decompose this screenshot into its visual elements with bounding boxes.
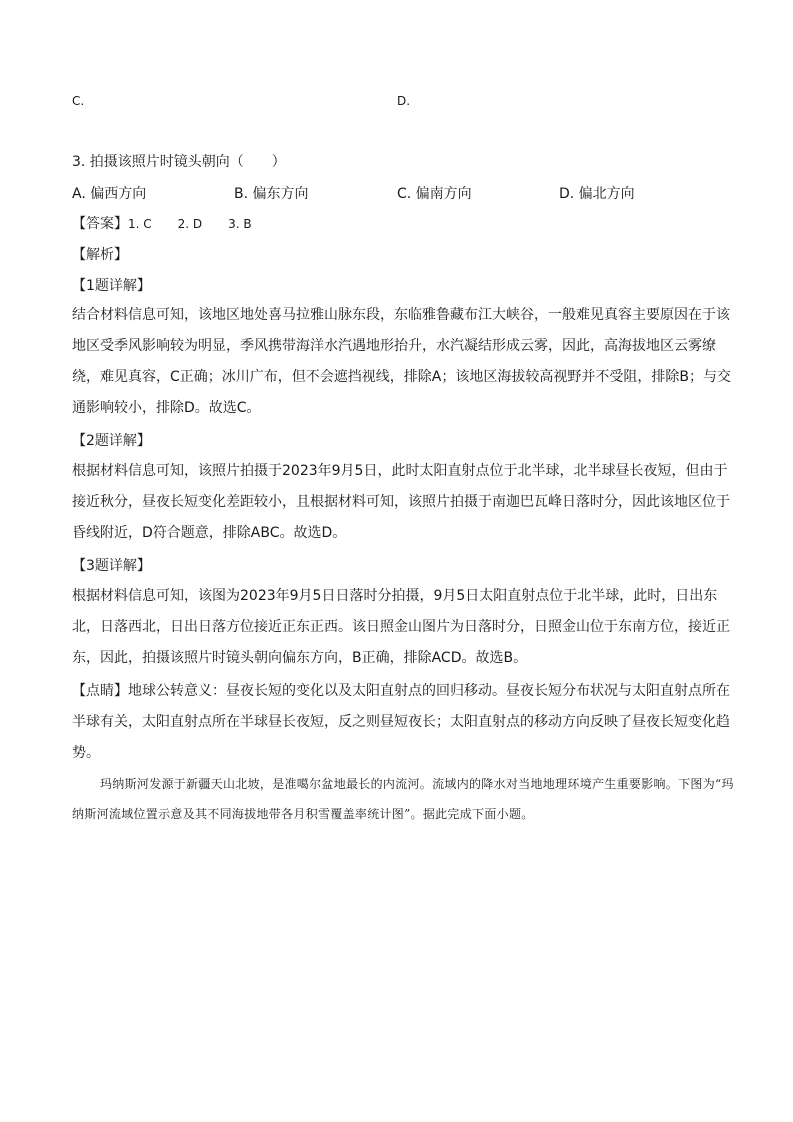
answer-label: 【答案】 bbox=[72, 216, 128, 232]
option-d-label: D. bbox=[397, 94, 411, 108]
detail-3-text: 根据材料信息可知，该图为2023年9月5日日落时分拍摄，9月5日太阳直射点位于北半球，此时，日出东北，日落西北，日出日落方位接近正东正西。该日照金山图片为日落时分，日照金山位于东南方位，接近正东，因此，拍摄该照片时镜头朝向偏东方向，B正确，排除ACD。故选B。 bbox=[72, 588, 730, 666]
detail-1-heading: 【1题详解】 bbox=[72, 278, 151, 294]
detail-3-heading: 【3题详解】 bbox=[72, 558, 151, 574]
q3-option-b: B. 偏东方向 bbox=[234, 186, 309, 202]
tip-paragraph bbox=[72, 676, 732, 769]
detail-2-heading: 【2题详解】 bbox=[72, 433, 151, 449]
analysis-label: 【解析】 bbox=[72, 247, 128, 263]
answer-item-2: 2. D bbox=[177, 217, 203, 231]
q3-option-c: C. 偏南方向 bbox=[397, 186, 472, 202]
q3-option-d: D. 偏北方向 bbox=[559, 186, 635, 202]
option-c-label: C. bbox=[72, 94, 85, 108]
detail-2-text: 根据材料信息可知，该照片拍摄于2023年9月5日，此时太阳直射点位于北半球，北半球昼长夜短，但由于接近秋分，昼夜长短变化差距较小，且根据材料可知，该照片拍摄于南迦巴瓦峰日落时分，因此该地区位于昏线附近，D符合题意，排除ABC。故选D。 bbox=[72, 463, 730, 541]
q3-option-a: A. 偏西方向 bbox=[72, 186, 147, 202]
answer-line bbox=[72, 213, 252, 233]
tip-text: 地球公转意义：昼夜长短的变化以及太阳直射点的回归移动。昼夜长短分布状况与太阳直射点所在半球有关，太阳直射点所在半球昼长夜短，反之则昼短夜长；太阳直射点的移动方向反映了昼夜长短变化趋势。 bbox=[72, 683, 730, 761]
material-paragraph: 玛纳斯河发源于新疆天山北坡，是准噶尔盆地最长的内流河。流域内的降水对当地地理环境产生重要影响。下图为“玛纳斯河流域位置示意及其不同海拔地带各月积雪覆盖率统计图”。据此完成下面小题。 bbox=[72, 777, 734, 821]
answer-item-3: 3. B bbox=[228, 217, 252, 231]
detail-1-text: 结合材料信息可知，该地区地处喜马拉雅山脉东段，东临雅鲁藏布江大峡谷，一般难见真容主要原因在于该地区受季风影响较为明显，季风携带海洋水汽遇地形抬升，水汽凝结形成云雾，因此，高海拔地区云雾缭绕，难见真容，C正确；冰川广布，但不会遮挡视线，排除A；该地区海拔较高视野并不受阻，排除B；与交通影响较小，排除D。故选C。 bbox=[72, 307, 731, 416]
answer-item-1: 1. C bbox=[128, 217, 152, 231]
question-3-stem: 3. 拍摄该照片时镜头朝向（ ） bbox=[72, 154, 286, 170]
tip-label: 【点睛】 bbox=[72, 683, 128, 699]
